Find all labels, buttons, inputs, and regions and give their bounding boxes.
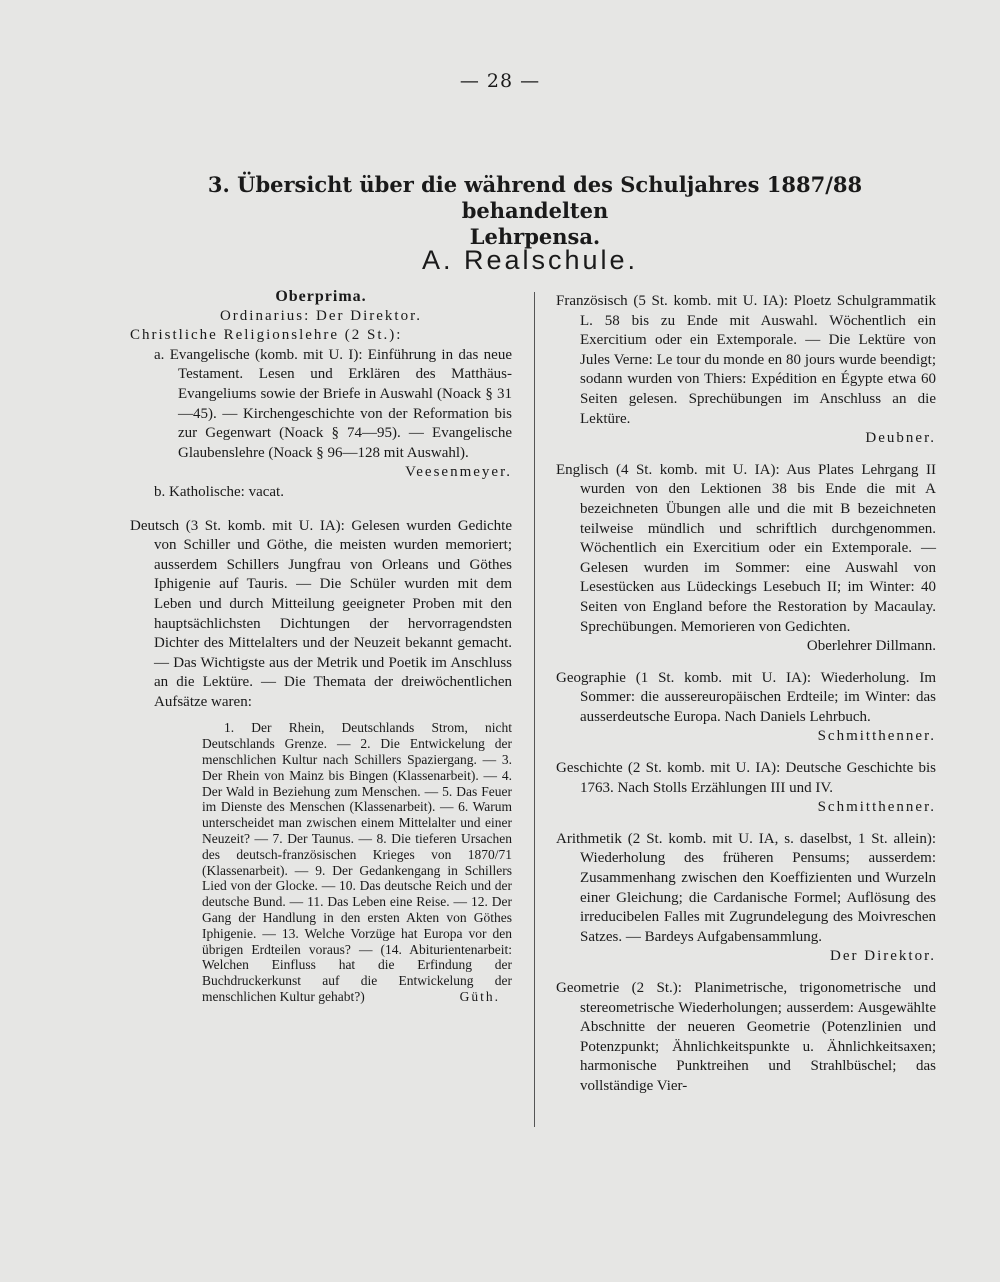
section-title <box>150 172 920 250</box>
column-divider <box>534 292 535 1127</box>
religion-evangelical-text: a. Evangelische (komb. mit U. I): Einführung in das neue Testament. Lesen und Erklären des Matthäus-Evangeliums sowie der Briefe in Auswahl (Noack § 31—45). — Kirchengeschichte von der Reformation bis zur Gegenwart (Noack § 74—95). — Evangelische Glaubenslehre (Noack § 96—128 mit Auswahl). <box>154 346 512 461</box>
subject-geometrie: Geometrie (2 St.): Planimetrische, trigonometrische und stereometrische Wiederholungen; ausserdem: Ausgewählte Abschnitte der neueren Geometrie (Potenzlinien und Potenzpunkt; Ähnlichkeitspunkte u. Ähnlichkeitsaxen; harmonische Punktreihen und Strahlbüschel; das vollständige Vier- <box>556 980 936 1094</box>
geschichte-teacher: Schmitthenner. <box>817 799 936 816</box>
right-column <box>556 292 936 1097</box>
religion-heading: Christliche Religionslehre (2 St.): <box>130 327 403 344</box>
subject-franzoesisch: Französisch (5 St. komb. mit U. IA): Ploetz Schulgrammatik L. 58 bis zu Ende mit Auswahl. Wöchentlich ein Exercitium oder ein Extemporale. — Die Lektüre von Jules Verne: Le tour du monde en 80 jours wurde beendigt; sodann wurden von Thiers: Expédition en Égypte etwa 60 Seiten gelesen. Sprechübungen im Anschluss an die Lektüre. <box>556 293 936 427</box>
subject-geschichte: Geschichte (2 St. komb. mit U. IA): Deutsche Geschichte bis 1763. Nach Stolls Erzählungen III und IV. <box>556 760 936 796</box>
essay-topics-list <box>202 720 512 1004</box>
subject-englisch: Englisch (4 St. komb. mit U. IA): Aus Plates Lehrgang II wurden von den Lektionen 38 bis Ende die mit A bezeichneten Übungen alle und die mit B bezeichneten teilweise mündlich und schriftlich durchgenommen. Wöchentlich ein Exercitium oder ein Extemporale. — Gelesen wurden im Sommer: eine Auswahl von Lesestücken aus Lüdeckings Lesebuch II; im Winter: 40 Seiten von England before the Restoration by Macaulay. Sprechübungen. Memorieren von Gedichten. <box>556 461 936 635</box>
subject-deutsch: Deutsch (3 St. komb. mit U. IA): Gelesen wurden Gedichte von Schiller und Göthe, die meisten wurden memoriert; ausserdem Schillers Jungfrau von Orleans und Göthes Iphigenie auf Tauris. — Die Schüler wurden mit dem Leben und durch Mitteilung geeigneter Proben mit den hauptsächlichsten Dichtungen der hervorragendsten Dichter des Mittelalters und der Neuzeit bekannt gemacht. — Das Wichtigste aus der Metrik und Poetik im Anschluss an die Lektüre. — Die Themata der dreiwöchentlichen Aufsätze waren: <box>130 517 512 710</box>
religion-catholic: b. Katholische: vacat. <box>154 483 284 500</box>
deutsch-teacher: Güth. <box>459 988 500 1004</box>
class-name: Oberprima. <box>275 288 367 305</box>
essay-topics-text: 1. Der Rhein, Deutschlands Strom, nicht Deutschlands Grenze. — 2. Die Entwickelung der menschlichen Kultur nach Schillers Spaziergang. — 3. Der Rhein von Mainz bis Bingen (Klassenarbeit). — 4. Der Wald in Beziehung zum Menschen. — 5. Das Feuer im Dienste des Menschen (Klassenarbeit). — 6. Warum unterscheidet man zwischen einem Mittelalter und einer Neuzeit? — 7. Der Taunus. — 8. Die tieferen Ursachen des deutsch-französischen Krieges von 1870/71 (Klassenarbeit). — 9. Der Gedankengang in Schillers Lied von der Glocke. — 10. Das deutsche Reich und der deutsche Bund. — 11. Das Leben eine Reise. — 12. Der Gang der Handlung in den ersten Akten von Göthes Iphigenie. — 13. Welche Vorzüge hat Europa vor den übrigen Erdteilen voraus? — (14. Abiturientenarbeit: Welchen Einfluss hat die Erfindung der Buchdruckerkunst auf die Entwickelung der menschlichen Kultur gehabt?) <box>202 720 512 1005</box>
page-number: — 28 — <box>459 70 541 92</box>
geographie-teacher: Schmitthenner. <box>817 728 936 745</box>
arithmetik-teacher: Der Direktor. <box>830 948 936 965</box>
section-title-line-2: Lehrpensa. <box>469 224 601 249</box>
franzoesisch-teacher: Deubner. <box>865 430 936 447</box>
subject-arithmetik: Arithmetik (2 St. komb. mit U. IA, s. daselbst, 1 St. allein): Wiederholung des früheren Pensums; ausserdem: Zusammenhang zwischen den Koeffizienten und Wurzeln einer Gleichung; die Cardanische Formel; Auflösung des irreducibelen Falles mit Zugrundelegung des Moivreschen Satzes. — Bardeys Aufgabensammlung. <box>556 830 936 945</box>
ordinarius-line: Ordinarius: Der Direktor. <box>219 307 423 324</box>
school-heading: A. Realschule. <box>421 245 639 275</box>
religion-evangelical <box>154 346 512 481</box>
englisch-teacher: Oberlehrer Dillmann. <box>806 638 936 655</box>
section-title-line-1: 3. Übersicht über die während des Schuljahres 1887/88 behandelten <box>207 172 863 223</box>
left-column <box>130 287 512 1005</box>
subject-geographie: Geographie (1 St. komb. mit U. IA): Wiederholung. Im Sommer: die aussereuropäischen Erdteile; im Winter: das ausserdeutsche Europa. Nach Daniels Lehrbuch. <box>556 669 936 725</box>
religion-evangelical-teacher: Veesenmeyer. <box>405 464 512 481</box>
